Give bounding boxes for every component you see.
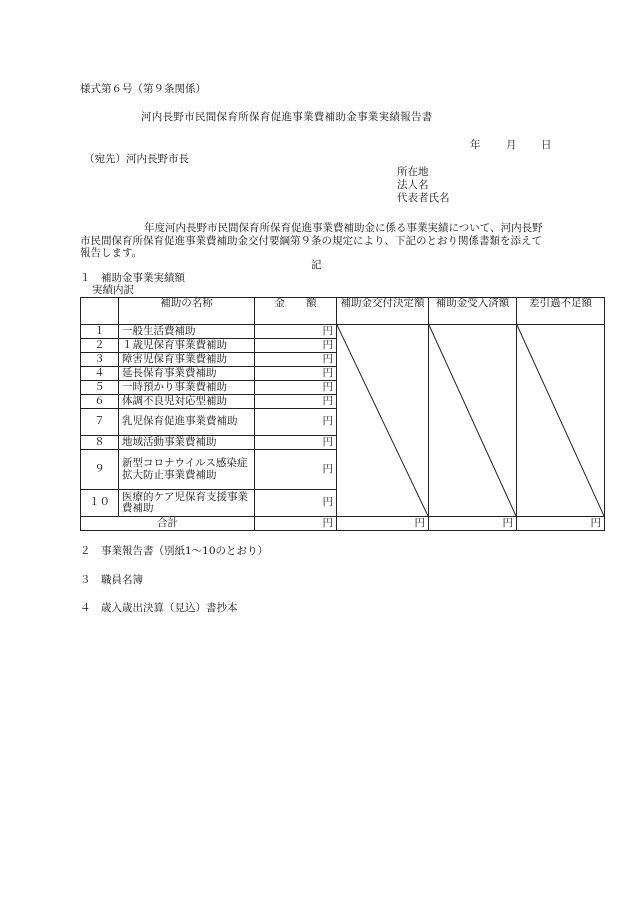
addressee: （宛先）河内長野市長 <box>84 153 189 165</box>
total-decided: 円 <box>337 517 429 531</box>
row-name: 地域活動事業費補助 <box>119 436 255 450</box>
row-number: ５ <box>81 381 119 395</box>
table-header-row <box>81 298 605 325</box>
total-amount: 円 <box>255 517 337 531</box>
row-amount: 円 <box>255 367 337 381</box>
row-amount: 円 <box>255 450 337 490</box>
table-total-row <box>81 517 605 531</box>
row-number: ９ <box>81 450 119 490</box>
decided-diagonal-cell <box>337 325 429 517</box>
applicant-representative-label: 代表者氏名 <box>397 192 450 204</box>
row-number: ３ <box>81 353 119 367</box>
total-received: 円 <box>429 517 517 531</box>
row-amount: 円 <box>255 325 337 339</box>
body-paragraph <box>80 222 550 260</box>
row-number: ７ <box>81 409 119 436</box>
body-text: 年度河内長野市民間保育所保育促進事業費補助金に係る事業実績について、河内長野市民間保育所保育促進事業費補助金交付要綱第９条の規定により、下記のとおり関係書類を添えて報告します。 <box>80 222 543 259</box>
row-name: １歳児保育事業費補助 <box>119 339 255 353</box>
total-label: 合計 <box>81 517 255 531</box>
row-name: 新型コロナウイルス感染症拡大防止事業費補助 <box>119 450 255 490</box>
item-budget-extract: ４ 歳入歳出決算（見込）書抄本 <box>80 602 238 614</box>
row-number: ６ <box>81 395 119 409</box>
applicant-corp-name-label: 法人名 <box>397 179 429 191</box>
document-title: 河内長野市民間保育所保育促進事業費補助金事業実績報告書 <box>141 111 433 123</box>
row-amount: 円 <box>255 381 337 395</box>
header-decided: 補助金交付決定額 <box>337 298 429 325</box>
row-name: 乳児保育促進事業費補助 <box>119 409 255 436</box>
date-year-label: 年 <box>470 139 481 151</box>
date-day-label: 日 <box>541 139 552 151</box>
row-name: 体調不良児対応型補助 <box>119 395 255 409</box>
header-no <box>81 298 119 325</box>
row-number: １ <box>81 325 119 339</box>
ki-label: 記 <box>311 259 322 271</box>
row-amount: 円 <box>255 353 337 367</box>
row-amount: 円 <box>255 409 337 436</box>
row-number: ４ <box>81 367 119 381</box>
item-staff-list: ３ 職員名簿 <box>80 574 143 586</box>
item-business-report: ２ 事業報告書（別紙1～10のとおり） <box>80 545 269 557</box>
row-name: 障害児保育事業費補助 <box>119 353 255 367</box>
header-diff: 差引過不足額 <box>517 298 605 325</box>
diagonal-line <box>337 325 428 516</box>
row-number: ２ <box>81 339 119 353</box>
row-name: 医療的ケア児保育支援事業費補助 <box>119 490 255 517</box>
row-amount: 円 <box>255 395 337 409</box>
date-month-label: 月 <box>506 139 517 151</box>
row-amount: 円 <box>255 490 337 517</box>
diagonal-line <box>429 325 516 516</box>
form-number: 様式第６号（第９条関係） <box>80 83 206 95</box>
row-amount: 円 <box>255 436 337 450</box>
header-amount: 金 額 <box>255 298 337 325</box>
row-amount: 円 <box>255 339 337 353</box>
row-number: １０ <box>81 490 119 517</box>
total-diff: 円 <box>517 517 605 531</box>
header-received: 補助金受入済額 <box>429 298 517 325</box>
row-name: 一般生活費補助 <box>119 325 255 339</box>
received-diagonal-cell <box>429 325 517 517</box>
applicant-address-label: 所在地 <box>397 166 429 178</box>
row-number: ８ <box>81 436 119 450</box>
header-name: 補助の名称 <box>119 298 255 325</box>
section1-heading: １ 補助金事業実績額 <box>80 272 185 284</box>
diff-diagonal-cell <box>517 325 605 517</box>
row-name: 一時預かり事業費補助 <box>119 381 255 395</box>
row-name: 延長保育事業費補助 <box>119 367 255 381</box>
section1-subheading: 実績内訳 <box>92 284 134 296</box>
results-table <box>80 297 605 531</box>
table-row <box>81 325 605 339</box>
diagonal-line <box>517 325 604 516</box>
